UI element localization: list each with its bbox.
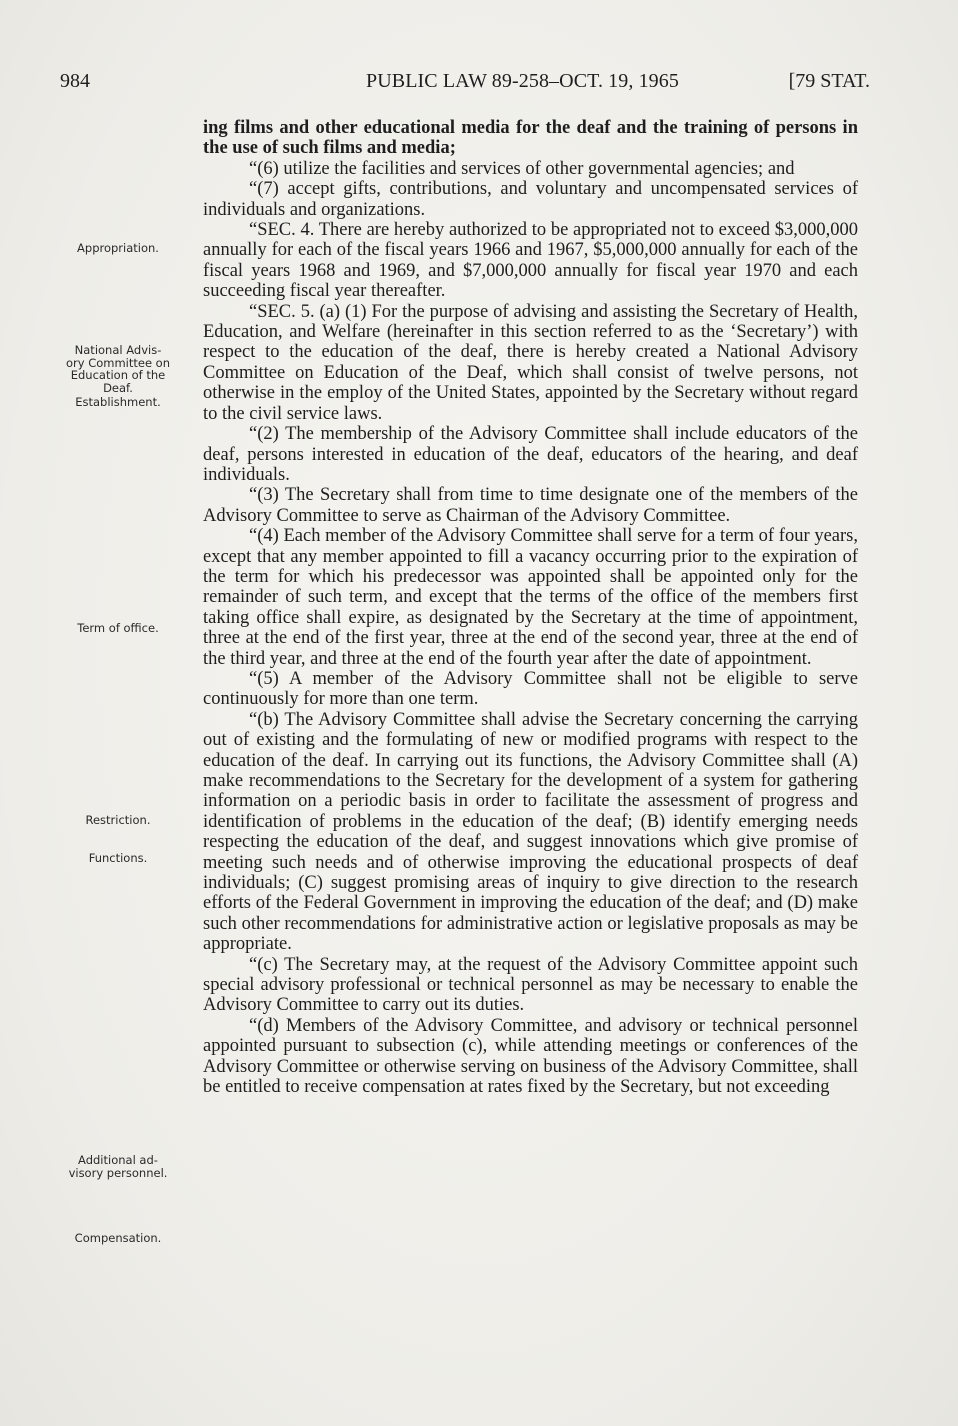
body-text	[203, 118, 858, 1098]
margin-note-national-advisory-committee: National Advis- ory Committee on Education of the Deaf.	[65, 343, 171, 395]
volume-reference: [79 STAT.	[788, 70, 870, 92]
margin-note-establishment: Establishment.	[75, 395, 161, 409]
paragraph-sec-4: “SEC. 4. There are hereby authorized to be appropriated not to exceed $3,000,000 annually for each of the fiscal years 1966 and 1967, $5,000,000 annually for each of the fiscal years 1968 and 1969, and $7,000,000 annually for fiscal year 1970 and each succeeding fiscal year thereafter.	[203, 220, 858, 302]
paragraph-7: “(7) accept gifts, contributions, and voluntary and uncompensated services of individuals and organizations.	[203, 179, 858, 220]
margin-note-restriction: Restriction.	[85, 813, 151, 827]
page-number: 984	[60, 70, 90, 92]
paragraph-sec-5-d: “(d) Members of the Advisory Committee, and advisory or technical personnel appointed pursuant to subsection (c), while attending meetings or conferences of the Advisory Committee or otherwise serving on business of the Advisory Committee, shall be entitled to receive compensation at rates fixed by the Secretary, but not exceeding	[203, 1015, 858, 1098]
paragraph-sec-5-a-1: “SEC. 5. (a) (1) For the purpose of advising and assisting the Secretary of Health, Education, and Welfare (hereinafter in this section referred to as the ‘Secretary’) with respect to the education of the deaf, there is hereby created a National Advisory Committee on Education of the Deaf, which shall consist of twelve persons, not otherwise in the employ of the United States, appointed by the Secretary without regard to the civil service laws.	[203, 301, 858, 424]
running-title: PUBLIC LAW 89-258–OCT. 19, 1965	[366, 70, 679, 92]
paragraph-sec-5-b: “(b) The Advisory Committee shall advise the Secretary concerning the carrying out of existing and the formulating of new or modified programs with respect to the education of the deaf. In carrying out its functions, the Advisory Committee shall (A) make recommendations to the Secretary for the development of a system for gathering information on a periodic basis in order to facilitate the assessment of progress and identification of problems in the education of the deaf; (B) identify emerging needs respecting the education of the deaf, and suggest innovations which give promise of meeting such needs and of otherwise improving the educational prospects of deaf individuals; (C) suggest promising areas of inquiry to give direction to the research efforts of the Federal Government in improving the education of the deaf; and (D) make such other recommendations for administrative action or legislative proposals as may be appropriate.	[203, 709, 858, 955]
margin-note-appropriation: Appropriation.	[77, 241, 159, 255]
margin-note-compensation: Compensation.	[74, 1231, 162, 1245]
page-header	[60, 66, 870, 96]
paragraph-sec-5-a-3: “(3) The Secretary shall from time to time designate one of the members of the Advisory Committee to serve as Chairman of the Advisory Committee.	[203, 485, 858, 526]
paragraph-sec-5-a-4: “(4) Each member of the Advisory Committee shall serve for a term of four years, except that any member appointed to fill a vacancy occurring prior to the expiration of the term for which his predecessor was appointed shall be appointed only for the remainder of such term, and except that the terms of the office of the members first taking office shall expire, as designated by the Secretary at the time of appointment, three at the end of the first year, three at the end of the second year, three at the end of the third year, and three at the end of the fourth year after the date of appointment.	[203, 526, 858, 669]
paragraph-6: “(6) utilize the facilities and services of other governmental agencies; and	[249, 158, 795, 179]
margin-note-additional-advisory-personnel: Additional ad- visory personnel.	[68, 1153, 168, 1180]
paragraph-sec-5-a-5: “(5) A member of the Advisory Committee shall not be eligible to serve continuously for more than one term.	[203, 668, 858, 710]
margin-note-functions: Functions.	[88, 851, 148, 865]
paragraph-sec-5-a-2: “(2) The membership of the Advisory Committee shall include educators of the deaf, persons interested in education of the deaf, educators of the hearing, and deaf individuals.	[203, 424, 858, 485]
paragraph-sec-5-c: “(c) The Secretary may, at the request of the Advisory Committee appoint such special advisory professional or technical personnel as may be necessary to enable the Advisory Committee to carry out its duties.	[203, 954, 858, 1016]
paragraph-media-continuation: ing films and other educational media for the deaf and the training of persons in the use of such films and media;	[203, 118, 858, 159]
margin-note-term-of-office: Term of office.	[77, 621, 159, 635]
